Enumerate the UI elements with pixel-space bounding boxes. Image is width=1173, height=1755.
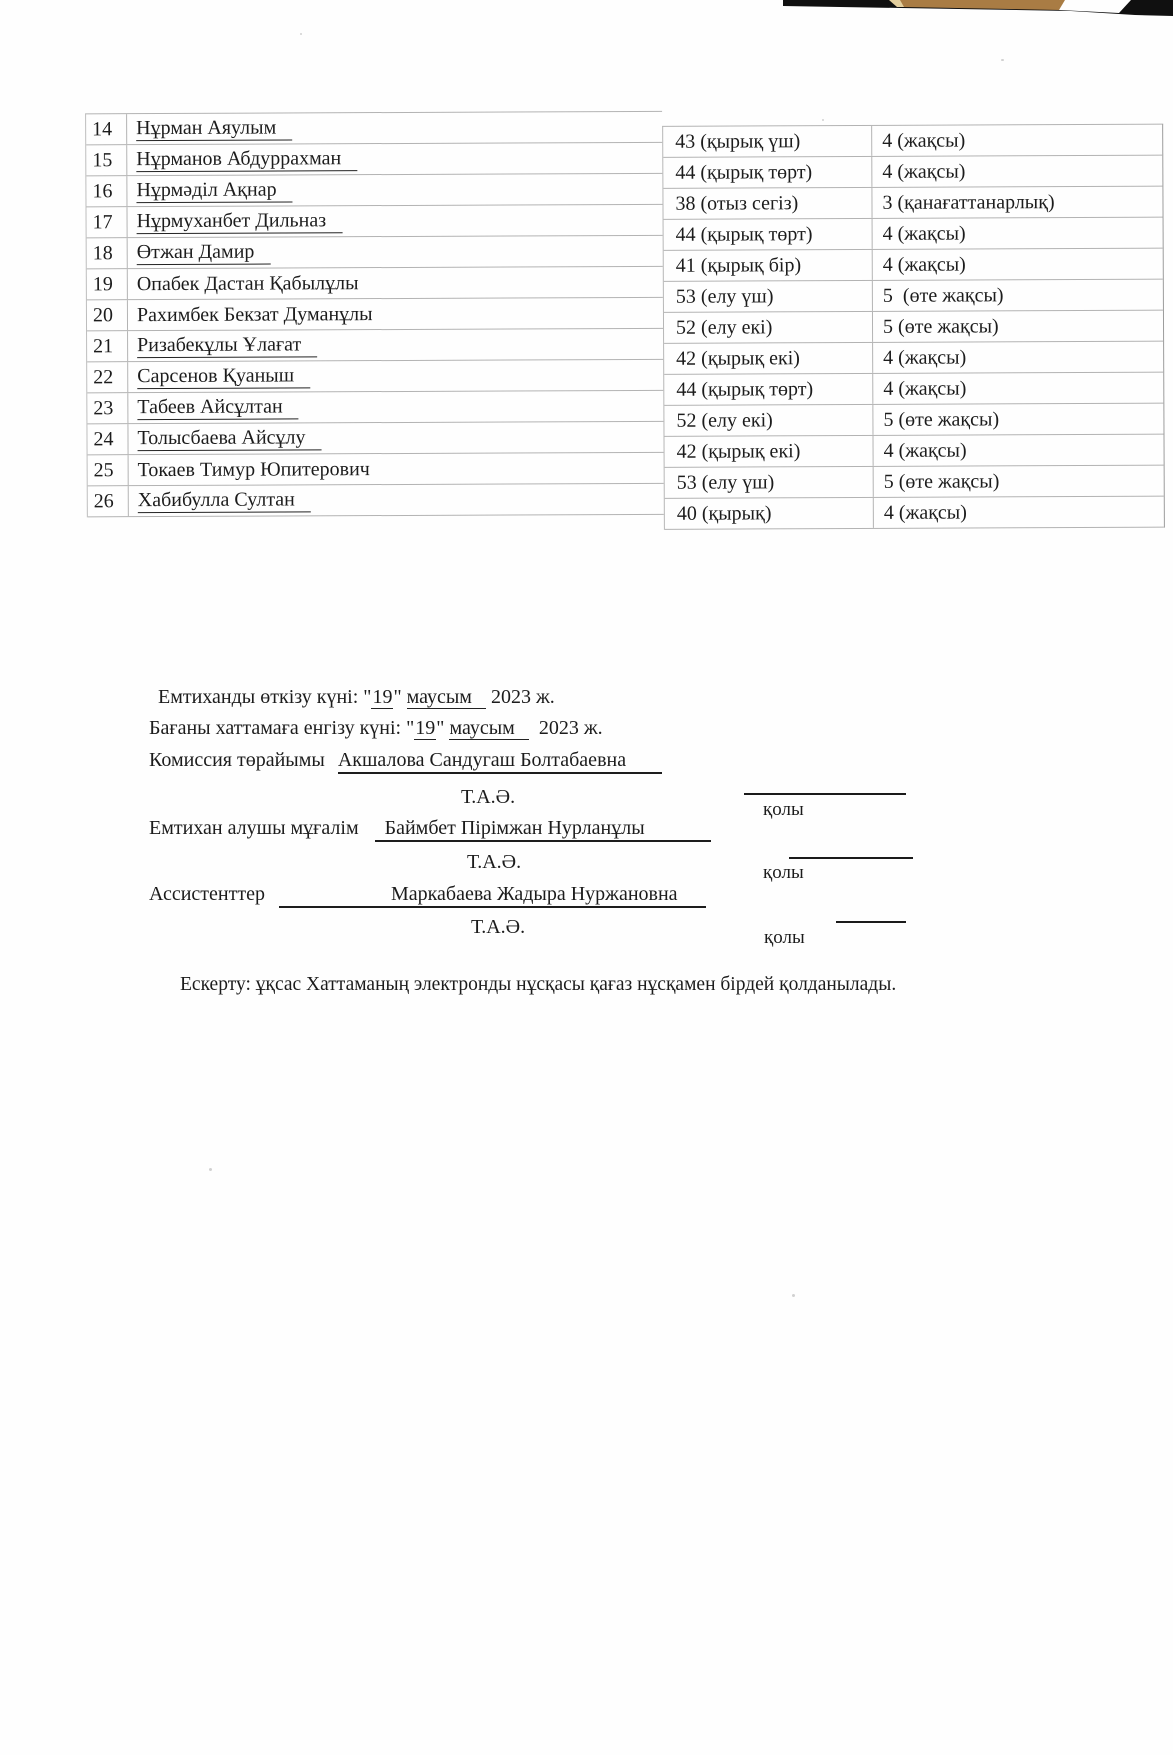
student-name-cell — [128, 391, 663, 423]
commission-chair-role: Комиссия төрайымы — [149, 749, 325, 771]
student-name-cell — [129, 484, 664, 516]
full-name-caption-1: Т.А.Ә. — [461, 786, 516, 808]
row-number: 14 — [86, 114, 127, 144]
signature-caption-3: қолы — [764, 927, 805, 948]
exam-date-year: 2023 ж. — [485, 686, 555, 708]
footnote: Ескерту: ұқсас Хаттаманың электронды нұсқасы қағаз нұсқамен бірдей қолданылады. — [180, 974, 897, 995]
row-number: 15 — [86, 145, 127, 175]
grade-cell: 4 (жақсы) — [882, 222, 966, 245]
table-row — [86, 143, 662, 177]
row-number: 16 — [86, 176, 127, 206]
score-cell: 41 (қырық бір) — [664, 250, 873, 281]
table-row — [87, 267, 663, 301]
student-name-cell — [128, 360, 663, 392]
row-number: 20 — [87, 300, 128, 330]
scan-speck — [792, 1294, 795, 1297]
signature-line-1 — [744, 793, 906, 795]
student-name: Табеев Айсұлтан — [137, 395, 298, 420]
student-name: Өтжан Дамир — [137, 241, 271, 266]
grade-cell: 5 (өте жақсы) — [882, 314, 999, 338]
scan-speck — [822, 119, 824, 121]
record-date-line — [149, 717, 603, 740]
record-date-label: Бағаны хаттамаға енгізу күні: " — [149, 717, 415, 739]
table-row — [87, 360, 663, 394]
exam-date-quote: " — [393, 686, 407, 708]
grade-cell: 4 (жақсы) — [883, 377, 967, 400]
table-row — [665, 435, 1164, 468]
row-number: 23 — [87, 393, 128, 423]
score-cell: 53 (елу үш) — [664, 281, 873, 312]
table-row — [88, 453, 664, 487]
examiner-line — [149, 817, 711, 840]
student-name: Нұрмуханбет Дильназ — [137, 209, 343, 234]
score-cell: 44 (қырық төрт) — [664, 219, 873, 250]
signature-line-3 — [836, 921, 906, 923]
student-name-cell — [128, 267, 663, 299]
score-cell: 44 (қырық төрт) — [663, 157, 872, 188]
signature-caption-1: қолы — [763, 799, 804, 820]
grade-cell: 4 (жақсы) — [882, 160, 966, 183]
table-row — [88, 484, 664, 518]
table-row — [86, 112, 662, 146]
student-name-cell — [127, 174, 662, 206]
student-name: Толысбаева Айсұлу — [137, 426, 321, 451]
table-row — [663, 156, 1162, 189]
row-number: 19 — [87, 269, 128, 299]
student-name-cell — [128, 236, 663, 268]
student-name-cell — [128, 422, 663, 454]
row-number: 18 — [87, 238, 128, 268]
row-number: 24 — [87, 424, 128, 454]
table-row — [664, 311, 1163, 344]
table-row — [87, 298, 663, 332]
score-cell: 42 (қырық екі) — [664, 343, 873, 374]
full-name-caption-2: Т.А.Ә. — [467, 851, 522, 873]
grade-cell: 5 (өте жақсы) — [883, 407, 1000, 431]
row-number: 22 — [87, 362, 128, 392]
record-date-month: маусым — [449, 717, 528, 740]
table-row — [87, 236, 663, 270]
student-name: Хабибулла Султан — [138, 488, 311, 513]
table-row — [663, 125, 1162, 158]
table-row — [87, 422, 663, 456]
score-cell: 53 (елу үш) — [665, 467, 874, 498]
exam-results-table — [85, 109, 1165, 536]
table-row — [664, 342, 1163, 375]
student-name-cell — [127, 112, 662, 144]
grade-cell: 4 (жақсы) — [883, 346, 967, 369]
row-number: 17 — [86, 207, 127, 237]
scan-edge-artifact — [783, 0, 1173, 20]
table-names-section — [85, 111, 664, 518]
table-row — [87, 329, 663, 363]
student-name-cell — [129, 453, 664, 485]
table-scores-section — [662, 124, 1165, 530]
commission-chair-line — [149, 749, 662, 772]
student-name-cell — [127, 205, 662, 237]
exam-date-day: 19 — [372, 686, 393, 708]
student-name: Рахимбек Бекзат Думанұлы — [136, 302, 373, 326]
record-date-day: 19 — [415, 717, 436, 739]
row-number: 25 — [88, 455, 129, 485]
table-row — [665, 466, 1164, 499]
student-name: Токаев Тимур Юпитерович — [137, 457, 370, 481]
exam-date-line — [158, 686, 555, 709]
table-row — [664, 404, 1163, 437]
record-date-quote: " — [436, 717, 450, 739]
signature-line-2 — [789, 857, 913, 859]
score-cell: 38 (отыз сегіз) — [663, 188, 872, 219]
grade-cell: 4 (жақсы) — [883, 501, 967, 524]
score-cell: 44 (қырық төрт) — [664, 374, 873, 405]
grade-cell: 4 (жақсы) — [882, 253, 966, 276]
signature-caption-2: қолы — [763, 862, 804, 883]
grade-cell: 5 (өте жақсы) — [882, 283, 1004, 307]
grade-cell: 4 (жақсы) — [882, 129, 966, 152]
full-name-caption-3: Т.А.Ә. — [471, 916, 526, 938]
student-name: Сарсенов Қуаныш — [137, 364, 310, 389]
assistant-name: Маркабаева Жадыра Нуржановна — [279, 883, 706, 908]
grade-cell: 4 (жақсы) — [883, 439, 967, 462]
scan-speck — [1001, 59, 1004, 61]
student-name: Ризабекұлы Ұлағат — [137, 333, 317, 358]
table-row — [664, 249, 1163, 282]
examiner-name: Баймбет Пірімжан Нурланұлы — [375, 817, 711, 842]
grade-cell: 3 (қанағаттанарлық) — [882, 190, 1055, 214]
student-name: Нұрман Аяулым — [136, 116, 292, 141]
table-row — [665, 497, 1164, 530]
assistants-line — [149, 883, 706, 906]
score-cell: 40 (қырық) — [665, 498, 874, 529]
score-cell: 43 (қырық үш) — [663, 126, 872, 157]
score-cell: 52 (елу екі) — [664, 312, 873, 343]
grade-cell: 5 (өте жақсы) — [883, 469, 1000, 493]
row-number: 21 — [87, 331, 128, 361]
student-name-cell — [127, 143, 662, 175]
table-row — [87, 391, 663, 425]
student-name: Нұрманов Абдуррахман — [136, 147, 357, 172]
student-name-cell — [128, 329, 663, 361]
exam-date-label: Емтиханды өткізу күні: " — [158, 686, 372, 708]
table-row — [664, 373, 1163, 406]
exam-date-month: маусым — [407, 686, 486, 709]
assistants-role: Ассистенттер — [149, 883, 265, 905]
commission-chair-name: Акшалова Сандугаш Болтабаевна — [338, 749, 662, 774]
score-cell: 42 (қырық екі) — [665, 436, 874, 467]
table-row — [664, 218, 1163, 251]
student-name: Нұрмәділ Ақнар — [136, 178, 292, 203]
table-row — [664, 280, 1163, 313]
student-name: Опабек Дастан Қабылұлы — [136, 271, 359, 295]
scan-speck — [209, 1168, 212, 1171]
student-name-cell — [128, 298, 663, 330]
row-number: 26 — [88, 486, 129, 516]
table-row — [663, 187, 1162, 220]
score-cell: 52 (елу екі) — [664, 405, 873, 436]
record-date-year: 2023 ж. — [528, 717, 603, 739]
table-row — [86, 174, 662, 208]
examiner-role: Емтихан алушы мұғалім — [149, 817, 359, 839]
scan-speck — [300, 33, 302, 35]
table-row — [86, 205, 662, 239]
